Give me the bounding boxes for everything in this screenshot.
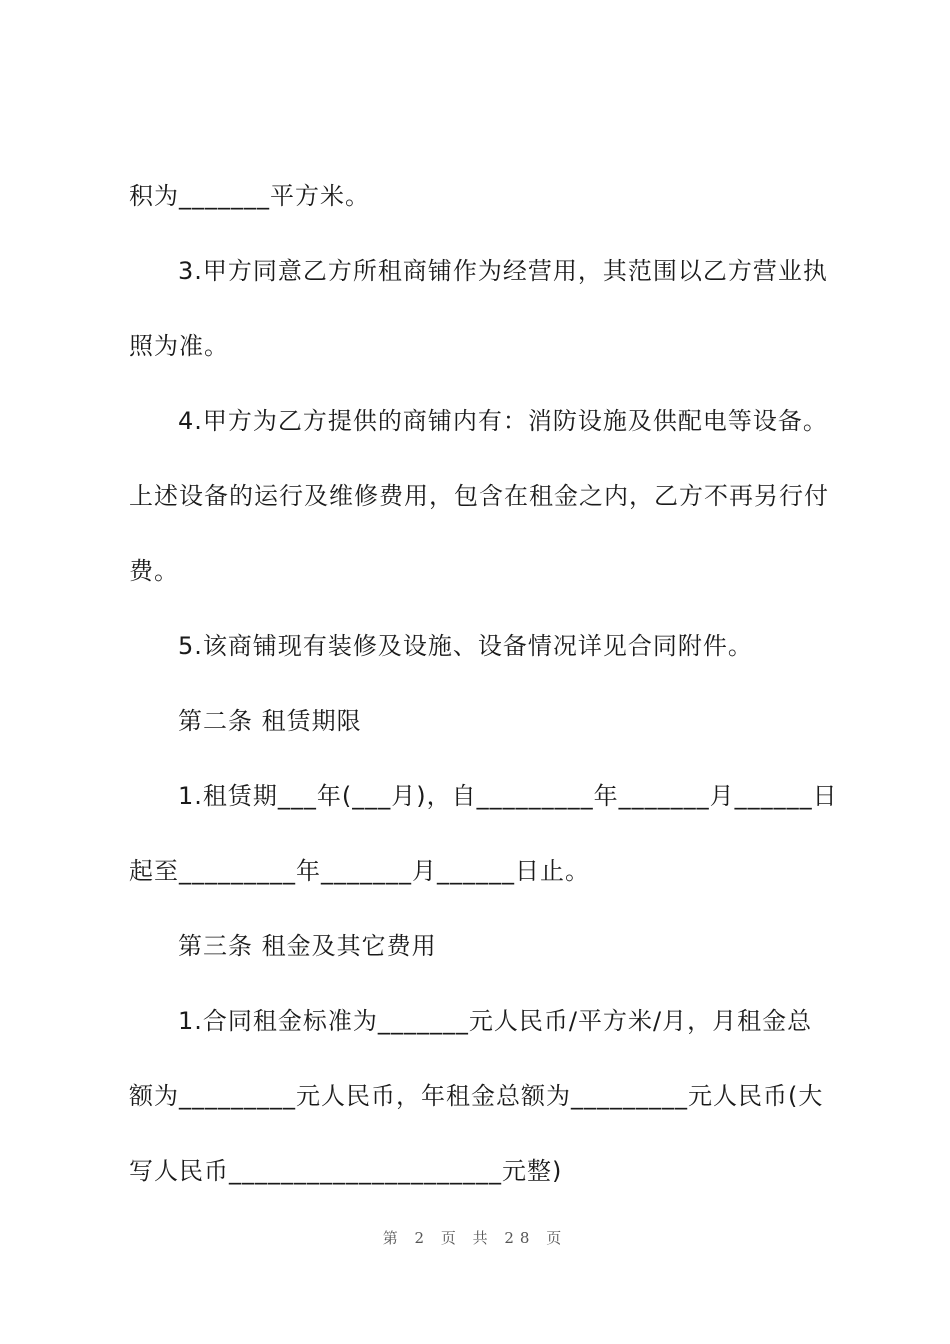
section-heading: 第三条 租金及其它费用: [178, 932, 437, 960]
clause-item-4: 4.甲方为乙方提供的商铺内有：消防设施及供配电等设备。: [178, 407, 828, 435]
paragraph-line: 额为_________元人民币，年租金总额为_________元人民币(大: [129, 1082, 824, 1110]
clause-item-1: 1.租赁期___年(___月)，自_________年_______月______日: [178, 782, 838, 810]
paragraph-line: 写人民币_____________________元整): [129, 1157, 563, 1185]
clause-item-1: 1.合同租金标准为_______元人民币/平方米/月，月租金总: [178, 1007, 813, 1035]
paragraph-line: 起至_________年_______月______日止。: [129, 857, 590, 885]
clause-item-5: 5.该商铺现有装修及设施、设备情况详见合同附件。: [178, 632, 753, 660]
clause-item-3: 3.甲方同意乙方所租商铺作为经营用，其范围以乙方营业执: [178, 257, 828, 285]
paragraph-line: 照为准。: [129, 332, 229, 360]
page-number-footer: 第 2 页 共 28 页: [382, 1229, 568, 1247]
paragraph-line: 费。: [129, 557, 179, 585]
paragraph-line: 积为_______平方米。: [129, 182, 370, 210]
paragraph-line: 上述设备的运行及维修费用，包含在租金之内，乙方不再另行付: [129, 482, 829, 510]
section-heading: 第二条 租赁期限: [178, 707, 362, 735]
